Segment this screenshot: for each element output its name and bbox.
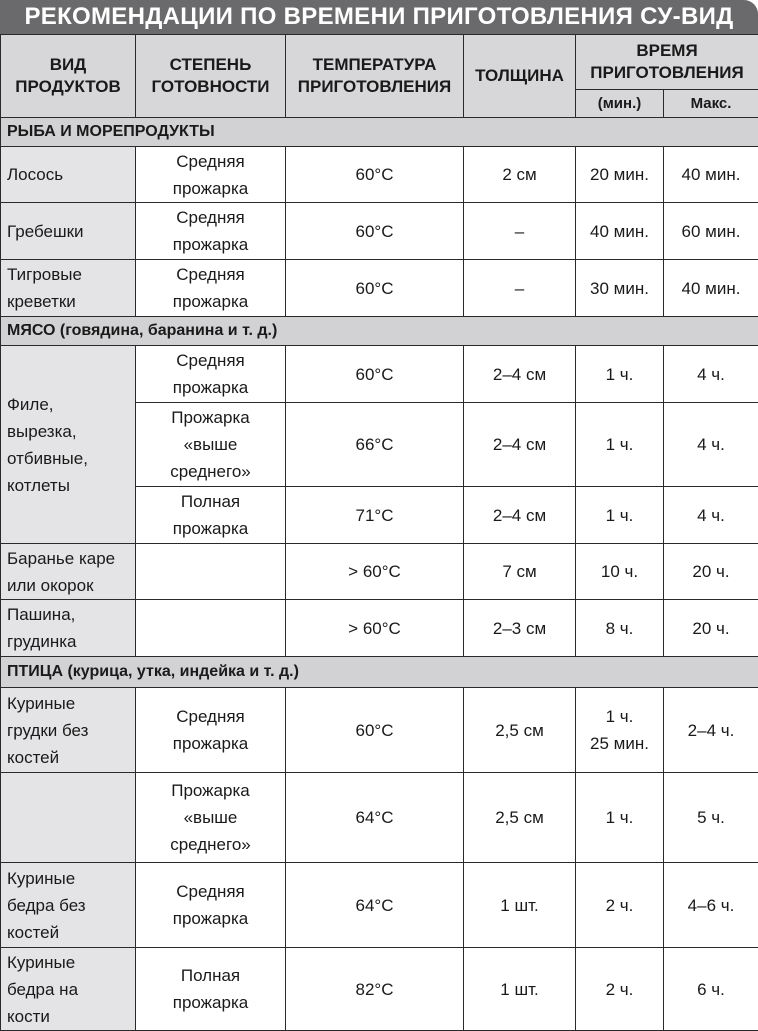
min-time-cell: 2 ч. bbox=[576, 863, 664, 948]
min-time-cell: 1 ч. 25 мин. bbox=[576, 688, 664, 773]
header-cooking-time: ВРЕМЯ ПРИГОТОВЛЕНИЯ bbox=[576, 35, 758, 90]
product-cell: Баранье каре или окорок bbox=[1, 544, 136, 600]
thickness-cell: 2,5 см bbox=[464, 688, 576, 773]
thickness-cell: – bbox=[464, 260, 576, 317]
min-time-cell: 10 ч. bbox=[576, 544, 664, 600]
min-time-cell: 1 ч. bbox=[576, 403, 664, 487]
thickness-cell: 2–4 см bbox=[464, 346, 576, 403]
doneness-cell bbox=[136, 544, 286, 600]
max-time-cell: 5 ч. bbox=[664, 773, 758, 863]
table-body bbox=[1, 118, 758, 1031]
temperature-cell: 64°C bbox=[286, 863, 464, 948]
chart-title: РЕКОМЕНДАЦИИ ПО ВРЕМЕНИ ПРИГОТОВЛЕНИЯ СУ-ВИД bbox=[0, 0, 758, 34]
max-time-cell: 40 мин. bbox=[664, 260, 758, 317]
doneness-cell: Прожарка «выше среднего» bbox=[136, 403, 286, 487]
table-row bbox=[1, 544, 758, 600]
doneness-cell: Полная прожарка bbox=[136, 487, 286, 544]
temperature-cell: 71°C bbox=[286, 487, 464, 544]
thickness-cell: 2–3 см bbox=[464, 600, 576, 657]
min-time-cell: 8 ч. bbox=[576, 600, 664, 657]
temperature-cell: 60°C bbox=[286, 203, 464, 260]
table-row bbox=[1, 203, 758, 260]
doneness-cell bbox=[136, 600, 286, 657]
min-time-cell: 20 мин. bbox=[576, 147, 664, 203]
thickness-cell: 7 см bbox=[464, 544, 576, 600]
min-time-cell: 30 мин. bbox=[576, 260, 664, 317]
product-cell: Куриные бедра без костей bbox=[1, 863, 136, 948]
product-cell: Куриные грудки без костей bbox=[1, 688, 136, 773]
max-time-cell: 60 мин. bbox=[664, 203, 758, 260]
header-temperature: ТЕМПЕРАТУРА ПРИГОТОВЛЕНИЯ bbox=[286, 35, 464, 118]
product-cell: Гребешки bbox=[1, 203, 136, 260]
doneness-cell: Прожарка «выше среднего» bbox=[136, 773, 286, 863]
max-time-cell: 4 ч. bbox=[664, 346, 758, 403]
product-cell: Филе, вырезка, отбивные, котлеты bbox=[1, 346, 136, 544]
min-time-cell: 1 ч. bbox=[576, 487, 664, 544]
doneness-cell: Средняя прожарка bbox=[136, 863, 286, 948]
header-max-time: Макс. bbox=[664, 90, 758, 118]
header-min-time: (мин.) bbox=[576, 90, 664, 118]
temperature-cell: > 60°C bbox=[286, 600, 464, 657]
temperature-cell: 66°C bbox=[286, 403, 464, 487]
temperature-cell: 60°C bbox=[286, 147, 464, 203]
doneness-cell: Средняя прожарка bbox=[136, 688, 286, 773]
max-time-cell: 4 ч. bbox=[664, 487, 758, 544]
temperature-cell: 60°C bbox=[286, 688, 464, 773]
header-thickness: ТОЛЩИНА bbox=[464, 35, 576, 118]
thickness-cell: – bbox=[464, 203, 576, 260]
thickness-cell: 2,5 см bbox=[464, 773, 576, 863]
header-doneness: СТЕПЕНЬ ГОТОВНОСТИ bbox=[136, 35, 286, 118]
table-row bbox=[1, 863, 758, 948]
table-row bbox=[1, 948, 758, 1031]
temperature-cell: 82°C bbox=[286, 948, 464, 1031]
max-time-cell: 4 ч. bbox=[664, 403, 758, 487]
table-row bbox=[1, 147, 758, 203]
section-header: МЯСО (говядина, баранина и т. д.) bbox=[1, 317, 758, 346]
doneness-cell: Средняя прожарка bbox=[136, 203, 286, 260]
table-row bbox=[1, 600, 758, 657]
table-row bbox=[1, 688, 758, 773]
min-time-cell: 2 ч. bbox=[576, 948, 664, 1031]
thickness-cell: 2 см bbox=[464, 147, 576, 203]
temperature-cell: 60°C bbox=[286, 346, 464, 403]
max-time-cell: 20 ч. bbox=[664, 600, 758, 657]
thickness-cell: 1 шт. bbox=[464, 863, 576, 948]
min-time-cell: 40 мин. bbox=[576, 203, 664, 260]
doneness-cell: Полная прожарка bbox=[136, 948, 286, 1031]
thickness-cell: 1 шт. bbox=[464, 948, 576, 1031]
product-cell bbox=[1, 773, 136, 863]
max-time-cell: 6 ч. bbox=[664, 948, 758, 1031]
thickness-cell: 2–4 см bbox=[464, 403, 576, 487]
max-time-cell: 4–6 ч. bbox=[664, 863, 758, 948]
product-cell: Пашина, грудинка bbox=[1, 600, 136, 657]
header-product: ВИД ПРОДУКТОВ bbox=[1, 35, 136, 118]
thickness-cell: 2–4 см bbox=[464, 487, 576, 544]
max-time-cell: 20 ч. bbox=[664, 544, 758, 600]
cooking-time-table bbox=[0, 34, 758, 1031]
max-time-cell: 40 мин. bbox=[664, 147, 758, 203]
table-row bbox=[1, 773, 758, 863]
product-cell: Куриные бедра на кости bbox=[1, 948, 136, 1031]
min-time-cell: 1 ч. bbox=[576, 346, 664, 403]
doneness-cell: Средняя прожарка bbox=[136, 260, 286, 317]
product-cell: Лосось bbox=[1, 147, 136, 203]
temperature-cell: 60°C bbox=[286, 260, 464, 317]
table-row bbox=[1, 346, 758, 403]
doneness-cell: Средняя прожарка bbox=[136, 147, 286, 203]
section-header: РЫБА И МОРЕПРОДУКТЫ bbox=[1, 118, 758, 147]
table-row bbox=[1, 260, 758, 317]
temperature-cell: > 60°C bbox=[286, 544, 464, 600]
product-cell: Тигровые креветки bbox=[1, 260, 136, 317]
doneness-cell: Средняя прожарка bbox=[136, 346, 286, 403]
max-time-cell: 2–4 ч. bbox=[664, 688, 758, 773]
temperature-cell: 64°C bbox=[286, 773, 464, 863]
section-header: ПТИЦА (курица, утка, индейка и т. д.) bbox=[1, 657, 758, 688]
min-time-cell: 1 ч. bbox=[576, 773, 664, 863]
